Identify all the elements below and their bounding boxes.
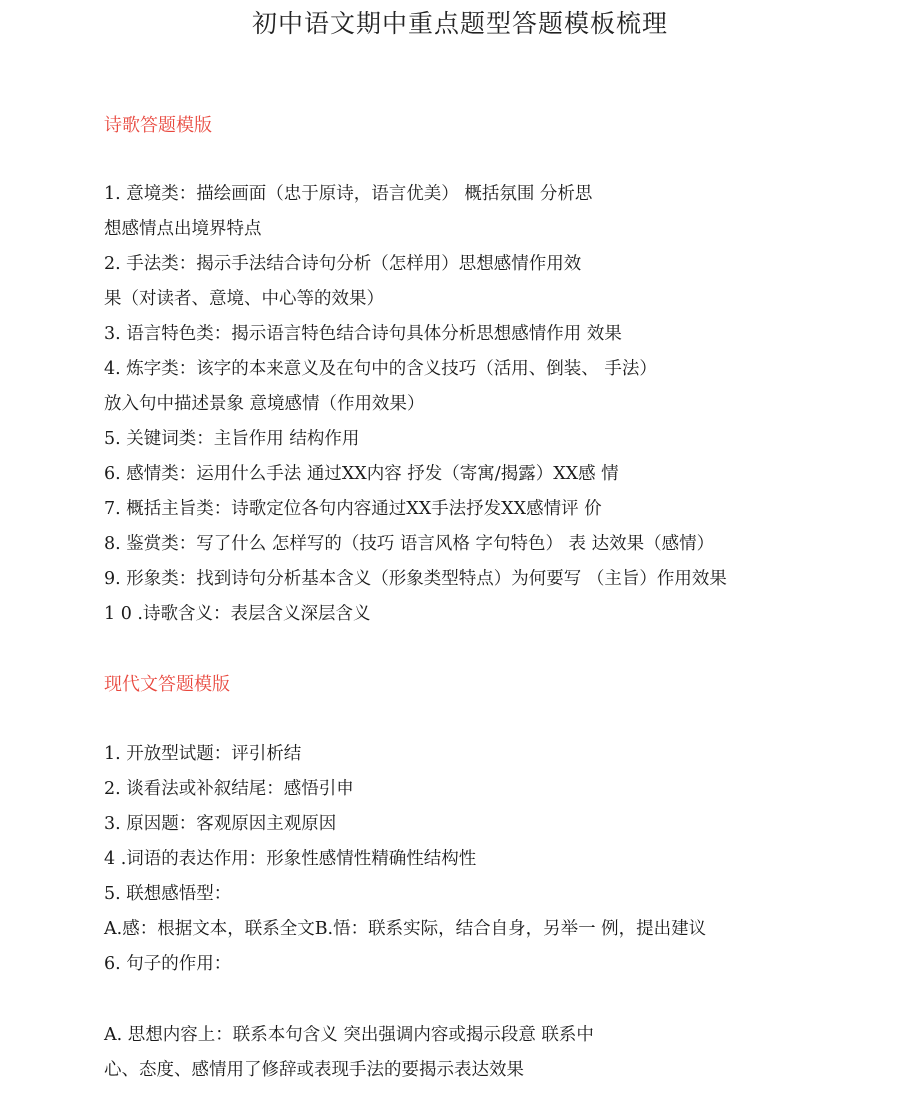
poetry-line: 1. 意境类：描绘画面（忠于原诗，语言优美） 概括氛围 分析思 <box>104 184 593 204</box>
modern-line: 3. 原因题：客观原因主观原因 <box>104 814 337 834</box>
poetry-line: 7. 概括主旨类：诗歌定位各句内容通过XX手法抒发XX感情评 价 <box>104 499 602 519</box>
poetry-line: 1 0 .诗歌含义：表层含义深层含义 <box>104 604 371 624</box>
poetry-line: 3. 语言特色类：揭示语言特色结合诗句具体分析思想感情作用 效果 <box>104 324 622 344</box>
modern-section-heading: 现代文答题模版 <box>104 674 230 695</box>
modern-line: 4 .词语的表达作用：形象性感情性精确性结构性 <box>104 849 477 869</box>
poetry-line: 8. 鉴赏类：写了什么 怎样写的（技巧 语言风格 字句特色） 表 达效果（感情） <box>104 534 715 554</box>
sentence-line: 心、态度、感情用了修辞或表现手法的要揭示表达效果 <box>104 1060 524 1080</box>
modern-line: 6. 句子的作用： <box>104 954 232 974</box>
modern-line: 5. 联想感悟型： <box>104 884 232 904</box>
poetry-line: 6. 感情类：运用什么手法 通过XX内容 抒发（寄寓/揭露）XX感 情 <box>104 464 619 484</box>
document-title: 初中语文期中重点题型答题模板梳理 <box>251 9 668 38</box>
sentence-line: A. 思想内容上：联系本句含义 突出强调内容或揭示段意 联系中 <box>104 1025 594 1045</box>
sentence-function-list <box>104 1018 904 1088</box>
poetry-line: 5. 关键词类：主旨作用 结构作用 <box>104 429 360 449</box>
poetry-line: 9. 形象类：找到诗句分析基本含义（形象类型特点）为何要写 （主旨）作用效果 <box>104 569 727 589</box>
modern-line: 2. 谈看法或补叙结尾：感悟引申 <box>104 779 354 799</box>
poetry-line: 想感情点出境界特点 <box>104 219 262 239</box>
poetry-line: 果（对读者、意境、中心等的效果） <box>104 289 384 309</box>
poetry-line: 2. 手法类：揭示手法结合诗句分析（怎样用）思想感情作用效 <box>104 254 582 274</box>
poetry-template-list <box>104 177 904 632</box>
poetry-section-heading: 诗歌答题模版 <box>104 115 212 136</box>
modern-line: 1. 开放型试题：评引析结 <box>104 744 302 764</box>
modern-line: A.感：根据文本，联系全文B.悟：联系实际，结合自身，另举一 例，提出建议 <box>104 919 707 939</box>
poetry-line: 4. 炼字类：该字的本来意义及在句中的含义技巧（活用、倒装、 手法） <box>104 359 657 379</box>
modern-template-list <box>104 737 904 982</box>
poetry-line: 放入句中描述景象 意境感情（作用效果） <box>104 394 425 414</box>
